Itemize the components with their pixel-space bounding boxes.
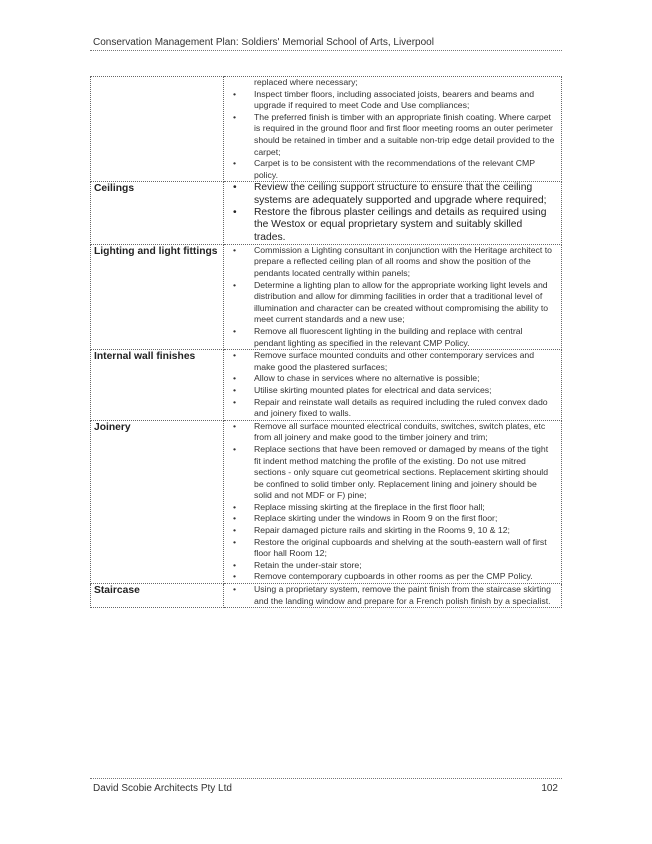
list-item: • Repair and reinstate wall details as required including the ruled convex dado and joinery fixed to walls.	[224, 397, 555, 420]
list-item: • Using a proprietary system, remove the paint finish from the staircase skirting and the landing window and prepare for a French polish finish by a specialist.	[224, 584, 555, 607]
table-row	[91, 244, 562, 349]
list-item: • Utilise skirting mounted plates for electrical and data services;	[224, 385, 555, 397]
list-item: • Remove surface mounted conduits and other contemporary services and make good the plastered surfaces;	[224, 350, 555, 373]
list-item: • Allow to chase in services where no alternative is possible;	[224, 373, 555, 385]
table-row	[91, 182, 562, 244]
footer-divider	[90, 778, 562, 779]
conservation-policy-table	[90, 76, 562, 608]
footer-company: David Scobie Architects Pty Ltd	[93, 783, 232, 794]
page-header: Conservation Management Plan: Soldiers' Memorial School of Arts, Liverpool	[93, 37, 434, 48]
list-item: • Remove contemporary cupboards in other rooms as per the CMP Policy.	[224, 571, 555, 583]
list-item: • Repair damaged picture rails and skirting in the Rooms 9, 10 & 12;	[224, 525, 555, 537]
list-item: • Inspect timber floors, including associated joists, bearers and beams and upgrade if required to meet Code and Use compliances;	[224, 89, 555, 112]
continued-text: replaced where necessary;	[254, 77, 358, 87]
list-item: • Determine a lighting plan to allow for the appropriate working light levels and distribution and allow for dimming facilities in order that a traditional level of illumination and character can be created without compromising the ability to meet current standards and a new use;	[224, 280, 555, 326]
row-label-staircase: Staircase	[91, 584, 224, 608]
list-item: • Replace missing skirting at the fireplace in the first floor hall;	[224, 502, 555, 514]
row-content	[224, 584, 562, 608]
row-content	[224, 244, 562, 349]
list-item: • The preferred finish is timber with an appropriate finish coating. Where carpet is required in the ground floor and first floor meeting rooms an outer perimeter should be retained in timber and a suitable non-trip edge detail provided to the carpet;	[224, 112, 555, 158]
table-row	[91, 77, 562, 182]
list-item: • Carpet is to be consistent with the recommendations of the relevant CMP policy.	[224, 158, 555, 181]
table-row	[91, 350, 562, 421]
row-label-joinery: Joinery	[91, 420, 224, 583]
page-number: 102	[541, 783, 558, 794]
row-content	[224, 182, 562, 244]
list-item: • Restore the fibrous plaster ceilings and details as required using the Westox or equal proprietary system and suitably skilled trades.	[224, 207, 555, 244]
list-item: • Replace skirting under the windows in Room 9 on the first floor;	[224, 513, 555, 525]
list-item: • Review the ceiling support structure to ensure that the ceiling systems are adequately supported and upgrade where required;	[224, 182, 555, 207]
list-item: • Remove all fluorescent lighting in the building and replace with central pendant lighting as specified in the relevant CMP Policy.	[224, 326, 555, 349]
header-divider	[90, 50, 562, 51]
row-label-ceilings: Ceilings	[91, 182, 224, 244]
list-item: • Restore the original cupboards and shelving at the south-eastern wall of first floor hall Room 12;	[224, 537, 555, 560]
list-item: • Retain the under-stair store;	[224, 560, 555, 572]
row-content	[224, 77, 562, 182]
row-label-lighting: Lighting and light fittings	[91, 244, 224, 349]
row-label-internal-wall: Internal wall finishes	[91, 350, 224, 421]
list-item: • Commission a Lighting consultant in conjunction with the Heritage architect to prepare a reflected ceiling plan of all rooms and show the position of the pendants located centrally within panels;	[224, 245, 555, 280]
table-row	[91, 584, 562, 608]
list-item: • Remove all surface mounted electrical conduits, switches, switch plates, etc from all joinery and make good to the timber joinery and trim;	[224, 421, 555, 444]
row-content	[224, 350, 562, 421]
list-item: • Replace sections that have been removed or damaged by means of the tight fit indent method matching the profile of the existing. Do not use mitred sections - only square cut geometrical sections. Replacement skirting should be confined to solid timber only. Replacement lining and joinery should be solid and not MDF or F) pine;	[224, 444, 555, 502]
row-label	[91, 77, 224, 182]
row-content	[224, 420, 562, 583]
table-row	[91, 420, 562, 583]
